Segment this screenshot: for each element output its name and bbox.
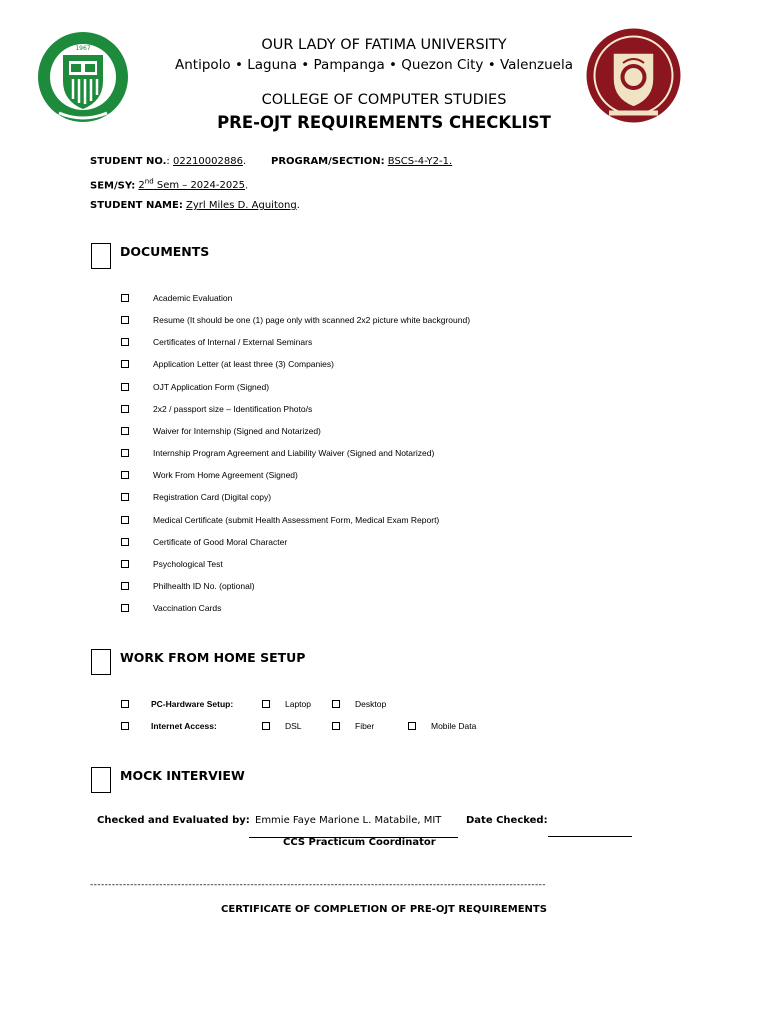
svg-text:1967: 1967 — [75, 45, 91, 52]
wfh-section-title: WORK FROM HOME SETUP — [120, 650, 306, 665]
laptop-label: Laptop — [285, 699, 311, 709]
document-checkbox[interactable] — [121, 582, 129, 590]
document-item-label: Academic Evaluation — [153, 293, 233, 303]
dsl-label: DSL — [285, 721, 302, 731]
fiber-label: Fiber — [355, 721, 375, 731]
document-checkbox[interactable] — [121, 538, 129, 546]
evaluator-name[interactable]: Emmie Faye Marione L. Matabile, MIT — [255, 815, 442, 826]
document-item-label: Waiver for Internship (Signed and Notarized) — [153, 426, 321, 436]
document-item-label: Certificate of Good Moral Character — [153, 537, 288, 547]
document-item-label: Psychological Test — [153, 559, 223, 569]
date-checked-label: Date Checked: — [466, 815, 548, 826]
document-item-label: OJT Application Form (Signed) — [153, 382, 270, 392]
document-checkbox[interactable] — [121, 449, 129, 457]
university-name: OUR LADY OF FATIMA UNIVERSITY — [261, 37, 507, 53]
document-checkbox[interactable] — [121, 471, 129, 479]
document-checkbox[interactable] — [121, 294, 129, 302]
cut-line: ----------------------------------------------------------------------------------------------------------------------------- — [90, 880, 546, 890]
desktop-label: Desktop — [355, 699, 387, 709]
student-name-label: STUDENT NAME: — [90, 200, 183, 211]
sem-row: SEM/SY: 2nd Sem – 2024-2025. — [90, 178, 249, 192]
hardware-label: PC-Hardware Setup: — [151, 699, 234, 709]
page-title: PRE-OJT REQUIREMENTS CHECKLIST — [217, 113, 551, 132]
document-checkbox[interactable] — [121, 383, 129, 391]
document-item-label: Certificates of Internal / External Seminars — [153, 337, 313, 347]
student-name-value[interactable]: Zyrl Miles D. Aguitong — [186, 200, 297, 211]
document-item-label: Medical Certificate (submit Health Assessment Form, Medical Exam Report) — [153, 515, 440, 525]
program-label: PROGRAM/SECTION: — [271, 156, 385, 167]
campus-list: Antipolo • Laguna • Pampanga • Quezon City • Valenzuela — [175, 57, 573, 73]
student-no-row: STUDENT NO.: 02210002886. — [90, 156, 247, 167]
sem-value[interactable]: 2nd Sem – 2024-2025 — [138, 178, 245, 192]
mock-interview-section-title: MOCK INTERVIEW — [120, 768, 245, 783]
document-item-label: Internship Program Agreement and Liability Waiver (Signed and Notarized) — [153, 448, 435, 458]
mobile-data-checkbox[interactable] — [408, 722, 416, 730]
document-item-label: Work From Home Agreement (Signed) — [153, 470, 298, 480]
student-name-row: STUDENT NAME: Zyrl Miles D. Aguitong. — [90, 200, 300, 211]
document-checkbox[interactable] — [121, 493, 129, 501]
internet-checkbox[interactable] — [121, 722, 129, 730]
fiber-checkbox[interactable] — [332, 722, 340, 730]
student-no-value[interactable]: 02210002886 — [172, 156, 243, 167]
document-checkbox[interactable] — [121, 604, 129, 612]
document-checkbox[interactable] — [121, 427, 129, 435]
document-item-label: Resume (It should be one (1) page only with scanned 2x2 picture white background) — [153, 315, 471, 325]
mobile-data-label: Mobile Data — [431, 721, 477, 731]
program-value[interactable]: BSCS-4-Y2-1 — [387, 156, 449, 167]
student-no-label: STUDENT NO. — [90, 156, 167, 167]
document-item-label: Philhealth ID No. (optional) — [153, 581, 255, 591]
sem-label: SEM/SY: — [90, 180, 136, 192]
internet-label: Internet Access: — [151, 721, 217, 731]
document-item-label: Vaccination Cards — [153, 603, 222, 613]
documents-section-checkbox[interactable] — [91, 243, 111, 269]
laptop-checkbox[interactable] — [262, 700, 270, 708]
hardware-checkbox[interactable] — [121, 700, 129, 708]
wfh-section-checkbox[interactable] — [91, 649, 111, 675]
document-checkbox[interactable] — [121, 405, 129, 413]
program-row: PROGRAM/SECTION: BSCS-4-Y2-1. — [271, 156, 453, 167]
document-item-label: Registration Card (Digital copy) — [153, 492, 272, 502]
checked-by-label: Checked and Evaluated by: — [97, 815, 250, 826]
document-checkbox[interactable] — [121, 560, 129, 568]
document-checkbox[interactable] — [121, 338, 129, 346]
desktop-checkbox[interactable] — [332, 700, 340, 708]
document-checkbox[interactable] — [121, 516, 129, 524]
document-checkbox[interactable] — [121, 360, 129, 368]
mock-interview-section-checkbox[interactable] — [91, 767, 111, 793]
document-item-label: Application Letter (at least three (3) Companies) — [153, 359, 334, 369]
evaluator-role: CCS Practicum Coordinator — [283, 837, 436, 848]
college-name: COLLEGE OF COMPUTER STUDIES — [261, 92, 507, 108]
documents-section-title: DOCUMENTS — [120, 244, 210, 259]
dsl-checkbox[interactable] — [262, 722, 270, 730]
certificate-title: CERTIFICATE OF COMPLETION OF PRE-OJT REQUIREMENTS — [221, 904, 547, 915]
document-checkbox[interactable] — [121, 316, 129, 324]
date-checked-line[interactable] — [548, 836, 632, 837]
document-item-label: 2x2 / passport size – Identification Photo/s — [153, 404, 313, 414]
